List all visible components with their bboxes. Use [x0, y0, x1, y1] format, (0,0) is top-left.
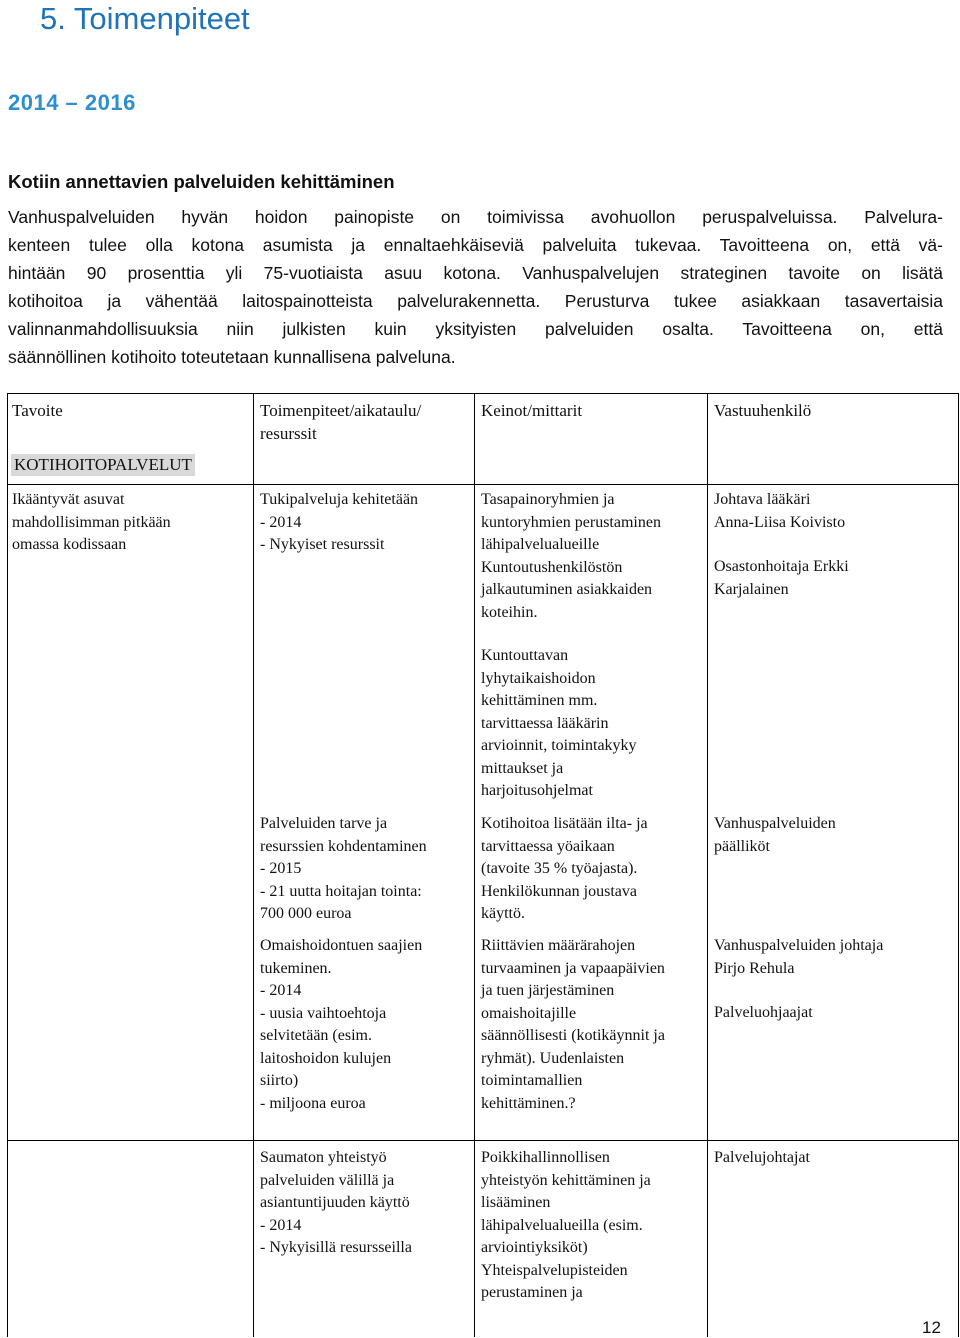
table-row-3-means [481, 935, 665, 1115]
goal-line: omassa kodissaan [12, 536, 127, 553]
cell-line: kehittäminen mm. [481, 692, 598, 709]
cell-line: arvioinnit, toimintakyky [481, 737, 637, 754]
intro-line: valinnanmahdollisuuksia niin julkisten kuin yksityisten palveluiden osalta. Tavoitteena on, että [8, 319, 943, 339]
cell-line: Omaishoidontuen saajien [260, 937, 423, 954]
cell-line: - 21 uutta hoitajan tointa: [260, 882, 422, 900]
table-row-2-means [481, 813, 648, 926]
cell-line: päälliköt [714, 837, 770, 855]
table-row-1-responsible [714, 489, 845, 534]
cell-line: Vanhuspalveluiden [714, 815, 836, 832]
cell-line: - 2014 [260, 513, 302, 531]
table-row-3-responsible [714, 935, 883, 980]
intro-line: kotihoitoa ja vähentää laitospainotteista palvelurakennetta. Perusturva tukee asiakkaan tasavertaisia [8, 291, 943, 311]
header-actions-line: resurssit [260, 423, 317, 443]
cell-line: Osastonhoitaja Erkki [714, 558, 849, 575]
goal-cell [12, 489, 171, 557]
cell-line: turvaaminen ja vapaapäivien [481, 959, 665, 977]
goal-line: mahdollisimman pitkään [12, 513, 171, 531]
intro-line: kenteen tulee olla kotona asumista ja ennaltaehkäiseviä palveluita tukevaa. Tavoitteena on, että vä- [8, 235, 943, 255]
cell-line: koteihin. [481, 603, 538, 621]
cell-line: Tasapainoryhmien ja [481, 491, 615, 508]
cell-line: laitoshoidon kulujen [260, 1049, 392, 1067]
cell-line: Poikkihallinnollisen [481, 1149, 610, 1166]
intro-paragraph [8, 203, 943, 371]
cell-line: Anna-Liisa Koivisto [714, 513, 846, 531]
cell-line: - 2014 [260, 1216, 302, 1234]
cell-line: toimintamallien [481, 1072, 583, 1089]
cell-line: selvitetään (esim. [260, 1027, 372, 1044]
cell-line: Pirjo Rehula [714, 959, 795, 977]
cell-line: (tavoite 35 % työajasta). [481, 860, 638, 877]
table-row-1-means-continued [481, 645, 637, 803]
intro-line: hintään 90 prosenttia yli 75-vuotiaista asuu kotona. Vanhuspalvelujen strateginen tavoite on lisätä [8, 263, 943, 283]
table-row-4-responsible [714, 1147, 810, 1170]
header-means: Keinot/mittarit [481, 401, 583, 420]
cell-line: asiantuntijuuden käyttö [260, 1194, 410, 1211]
table-row-1-actions [260, 489, 418, 557]
table-row-1-means [481, 489, 661, 624]
cell-line: - 2015 [260, 860, 302, 877]
table-row-1-responsible-2 [714, 556, 849, 601]
cell-line: resurssien kohdentaminen [260, 837, 427, 855]
cell-line: tukeminen. [260, 959, 332, 977]
cell-line: Saumaton yhteistyö [260, 1149, 387, 1166]
cell-line: tarvittaessa yöaikaan [481, 837, 615, 855]
cell-line: Kotihoitoa lisätään ilta- ja [481, 815, 648, 832]
cell-line: käyttö. [481, 905, 525, 922]
cell-line: lähipalvelualueilla (esim. [481, 1216, 643, 1234]
cell-line: Palveluiden tarve ja [260, 815, 388, 832]
table-row-3-actions [260, 935, 422, 1115]
cell-line: Karjalainen [714, 580, 789, 598]
page-number: 12 [922, 1318, 941, 1337]
cell-line: Riittävien määrärahojen [481, 937, 636, 954]
cell-line: lähipalvelualueille [481, 536, 600, 553]
cell-line: tarvittaessa lääkärin [481, 714, 609, 732]
intro-line: Vanhuspalveluiden hyvän hoidon painopiste on toimivissa avohuollon peruspalveluissa. Palvelura- [8, 207, 943, 227]
cell-line: mittaukset ja [481, 759, 564, 777]
cell-line: - 2014 [260, 982, 302, 999]
cell-line: - miljoona euroa [260, 1094, 366, 1112]
table-row-4-means [481, 1147, 651, 1305]
cell-line: 700 000 euroa [260, 905, 352, 922]
cell-line: Palvelujohtajat [714, 1149, 810, 1166]
cell-line: Vanhuspalveluiden johtaja [714, 937, 884, 954]
header-responsible: Vastuuhenkilö [714, 401, 812, 420]
cell-line: - Nykyisillä resursseilla [260, 1239, 412, 1256]
cell-line: omaishoitajille [481, 1004, 577, 1022]
table-row-2-responsible [714, 813, 836, 858]
cell-line: kehittäminen.? [481, 1094, 576, 1112]
period-heading: 2014 – 2016 [8, 90, 136, 115]
cell-line: ja tuen järjestäminen [481, 982, 615, 999]
cell-line: ryhmät). Uudenlaisten [481, 1049, 625, 1067]
cell-line: Kuntoutushenkilöstön [481, 558, 623, 576]
goal-line: Ikääntyvät asuvat [12, 491, 125, 508]
cell-line: perustaminen ja [481, 1284, 583, 1301]
cell-line: harjoitusohjelmat [481, 782, 593, 799]
table-row-3-responsible-2 [714, 1002, 813, 1025]
cell-line: Kuntouttavan [481, 647, 569, 664]
section-title: Kotiin annettavien palveluiden kehittäminen [8, 171, 395, 192]
cell-line: palveluiden välillä ja [260, 1171, 395, 1189]
cell-line: siirto) [260, 1072, 299, 1089]
cell-line: Johtava lääkäri [714, 491, 811, 508]
page-heading: 5. Toimenpiteet [40, 1, 250, 36]
cell-line: lyhytaikaishoidon [481, 669, 596, 687]
cell-line: jalkautuminen asiakkaiden [481, 581, 653, 598]
cell-line: arviointiyksiköt) [481, 1239, 588, 1256]
table-row-2-actions [260, 813, 427, 926]
header-actions [260, 400, 421, 445]
intro-line: säännöllinen kotihoito toteutetaan kunnallisena palveluna. [8, 347, 456, 367]
cell-line: - Nykyiset resurssit [260, 536, 385, 553]
cell-line: säännöllisesti (kotikäynnit ja [481, 1027, 665, 1044]
cell-line: - uusia vaihtoehtoja [260, 1004, 387, 1022]
cell-line: kuntoryhmien perustaminen [481, 513, 661, 531]
header-actions-line: Toimenpiteet/aikataulu/ [260, 401, 422, 420]
cell-line: Yhteispalvelupisteiden [481, 1261, 628, 1279]
cell-line: Henkilökunnan joustava [481, 882, 637, 900]
cell-line: yhteistyön kehittäminen ja [481, 1171, 651, 1189]
cell-line: Palveluohjaajat [714, 1004, 813, 1021]
cell-line: Tukipalveluja kehitetään [260, 491, 419, 508]
category-label: KOTIHOITOPALVELUT [11, 454, 195, 476]
table-row-4-actions [260, 1147, 412, 1260]
header-goal: Tavoite [12, 401, 63, 420]
cell-line: lisääminen [481, 1194, 551, 1211]
